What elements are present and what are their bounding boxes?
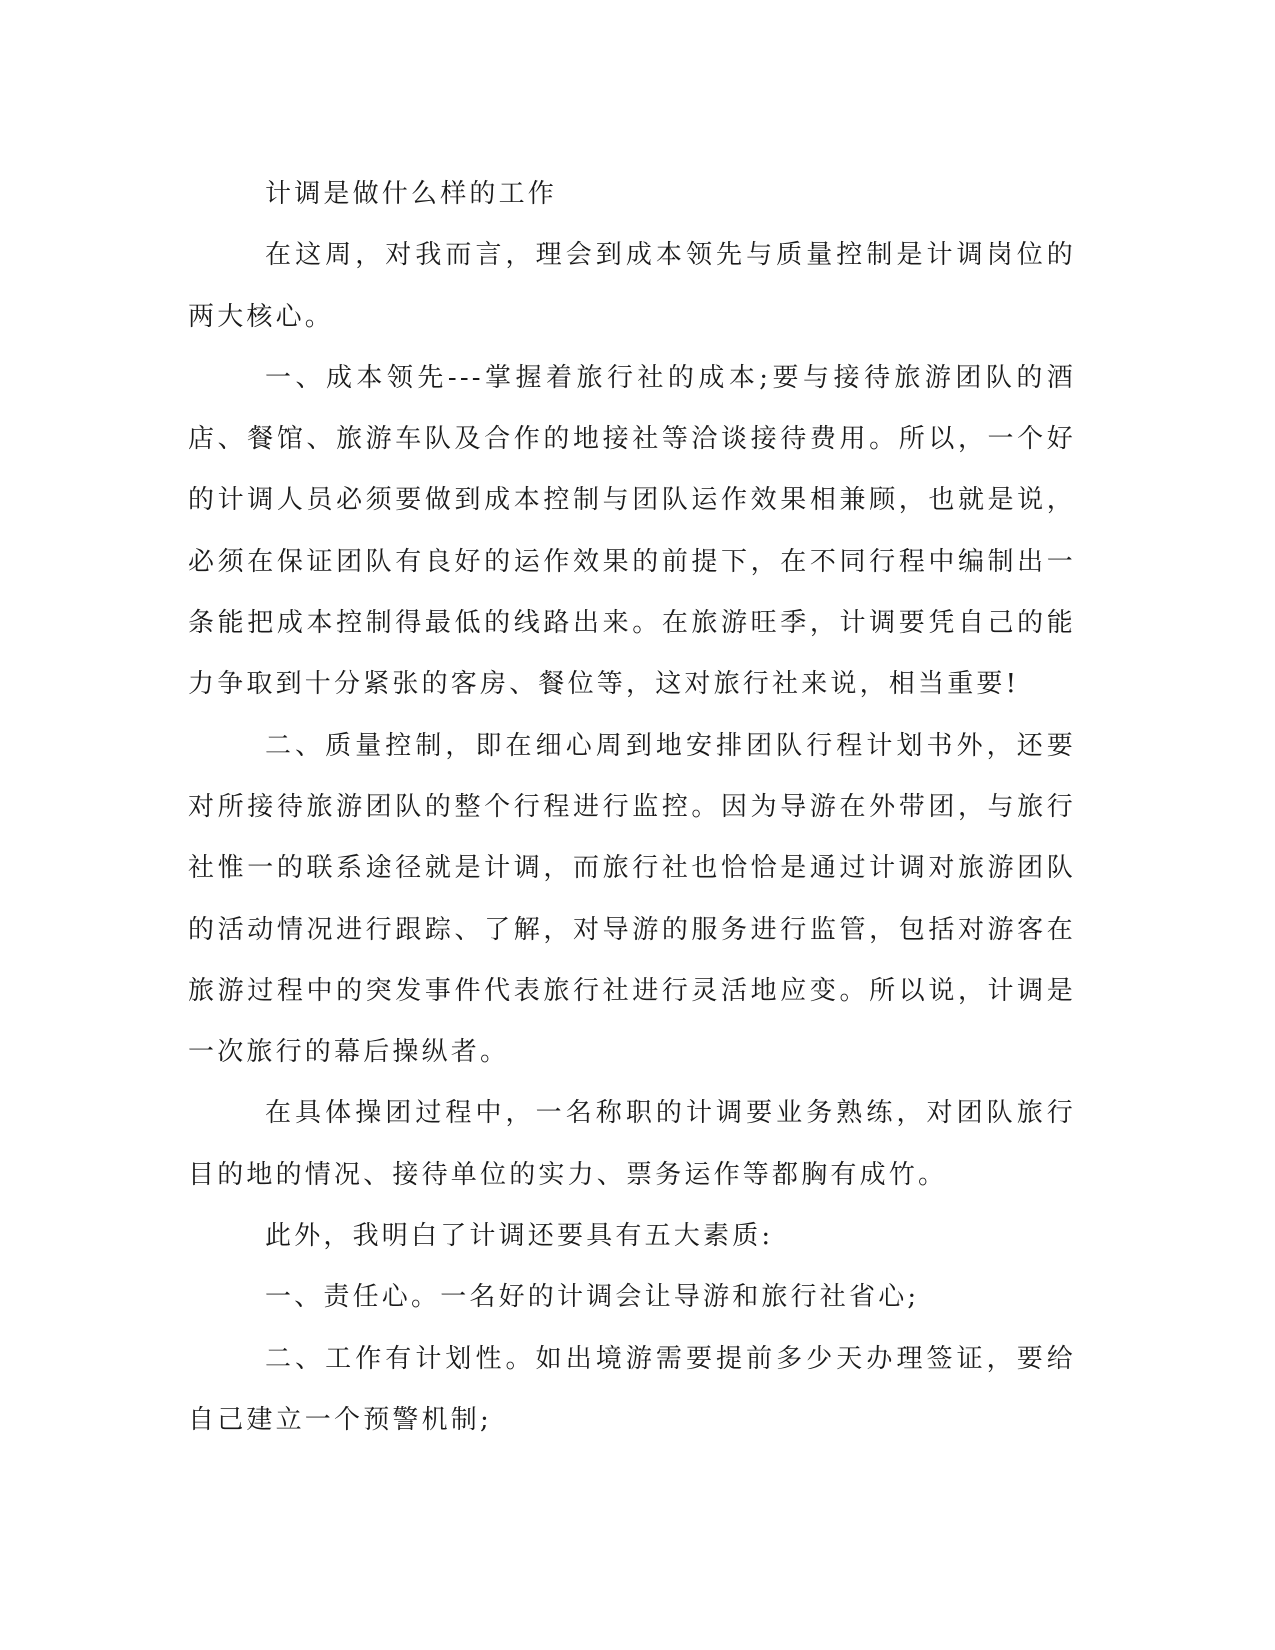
paragraph-quality-planning: 二、工作有计划性。如出境游需要提前多少天办理签证，要给自己建立一个预警机制; bbox=[188, 1343, 1076, 1435]
paragraph-qualities-intro: 此外，我明白了计调还要具有五大素质: bbox=[265, 1221, 774, 1252]
paragraph-quality-responsibility: 一、责任心。一名好的计调会让导游和旅行社省心; bbox=[265, 1282, 920, 1313]
paragraph-intro: 在这周，对我而言，理会到成本领先与质量控制是计调岗位的两大核心。 bbox=[188, 240, 1076, 332]
document-title: 计调是做什么样的工作 bbox=[265, 179, 558, 209]
paragraph-operations: 在具体操团过程中，一名称职的计调要业务熟练，对团队旅行目的地的情况、接待单位的实力、票务运作等都胸有成竹。 bbox=[188, 1098, 1076, 1190]
paragraph-cost-leadership: 一、成本领先---掌握着旅行社的成本;要与接待旅游团队的酒店、餐馆、旅游车队及合作的地接社等洽谈接待费用。所以，一个好的计调人员必须要做到成本控制与团队运作效果相兼顾，也就是说，必须在保证团队有良好的运作效果的前提下，在不同行程中编制出一条能把成本控制得最低的线路出来。在旅游旺季，计调要凭自己的能力争取到十分紧张的客房、餐位等，这对旅行社来说，相当重要! bbox=[188, 362, 1076, 700]
document-body bbox=[188, 164, 1076, 1451]
paragraph-quality-control: 二、质量控制，即在细心周到地安排团队行程计划书外，还要对所接待旅游团队的整个行程进行监控。因为导游在外带团，与旅行社惟一的联系途径就是计调，而旅行社也恰恰是通过计调对旅游团队的活动情况进行跟踪、了解，对导游的服务进行监管，包括对游客在旅游过程中的突发事件代表旅行社进行灵活地应变。所以说，计调是一次旅行的幕后操纵者。 bbox=[188, 730, 1076, 1068]
